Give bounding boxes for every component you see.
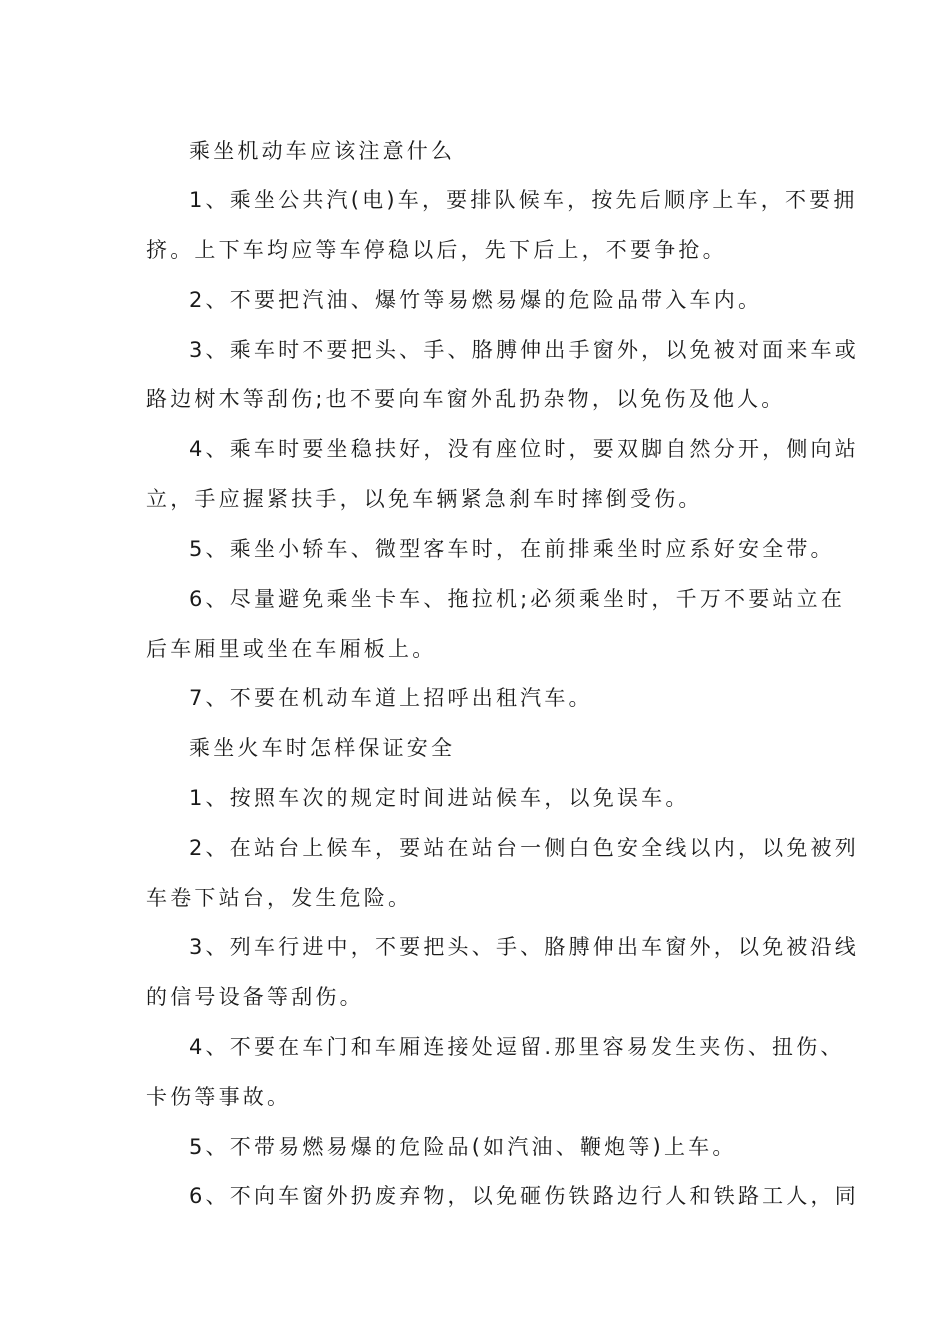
paragraph-line: 立，手应握紧扶手，以免车辆紧急刹车时摔倒受伤。 — [146, 487, 703, 511]
paragraph-line: 3、乘车时不要把头、手、胳膊伸出手窗外，以免被对面来车或 — [189, 338, 859, 362]
paragraph-line: 6、不向车窗外扔废弃物，以免砸伤铁路边行人和铁路工人，同 — [189, 1184, 859, 1208]
section-heading-motor-vehicle: 乘坐机动车应该注意什么 — [189, 139, 456, 163]
paragraph-line: 后车厢里或坐在车厢板上。 — [146, 637, 437, 661]
paragraph-line: 6、尽量避免乘坐卡车、拖拉机;必须乘坐时，千万不要站立在 — [189, 587, 846, 611]
paragraph-line: 2、在站台上候车，要站在站台一侧白色安全线以内，以免被列 — [189, 836, 859, 860]
paragraph-line: 挤。上下车均应等车停稳以后，先下后上，不要争抢。 — [146, 238, 727, 262]
paragraph-line: 车卷下站台，发生危险。 — [146, 886, 413, 910]
paragraph-line: 4、不要在车门和车厢连接处逗留.那里容易发生夹伤、扭伤、 — [189, 1035, 845, 1059]
paragraph-line: 卡伤等事故。 — [146, 1085, 292, 1109]
paragraph-line: 3、列车行进中，不要把头、手、胳膊伸出车窗外，以免被沿线 — [189, 935, 859, 959]
paragraph-line: 路边树木等刮伤;也不要向车窗外乱扔杂物，以免伤及他人。 — [146, 387, 786, 411]
paragraph-line: 的信号设备等刮伤。 — [146, 985, 364, 1009]
paragraph-line: 2、不要把汽油、爆竹等易燃易爆的危险品带入车内。 — [189, 288, 763, 312]
paragraph-line: 4、乘车时要坐稳扶好，没有座位时，要双脚自然分开，侧向站 — [189, 437, 859, 461]
paragraph-line: 1、按照车次的规定时间进站候车，以免误车。 — [189, 786, 690, 810]
paragraph-line: 5、不带易燃易爆的危险品(如汽油、鞭炮等)上车。 — [189, 1135, 737, 1159]
paragraph-line: 1、乘坐公共汽(电)车，要排队候车，按先后顺序上车，不要拥 — [189, 188, 858, 212]
paragraph-line: 5、乘坐小轿车、微型客车时，在前排乘坐时应系好安全带。 — [189, 537, 835, 561]
section-heading-train: 乘坐火车时怎样保证安全 — [189, 736, 456, 760]
paragraph-line: 7、不要在机动车道上招呼出租汽车。 — [189, 686, 593, 710]
